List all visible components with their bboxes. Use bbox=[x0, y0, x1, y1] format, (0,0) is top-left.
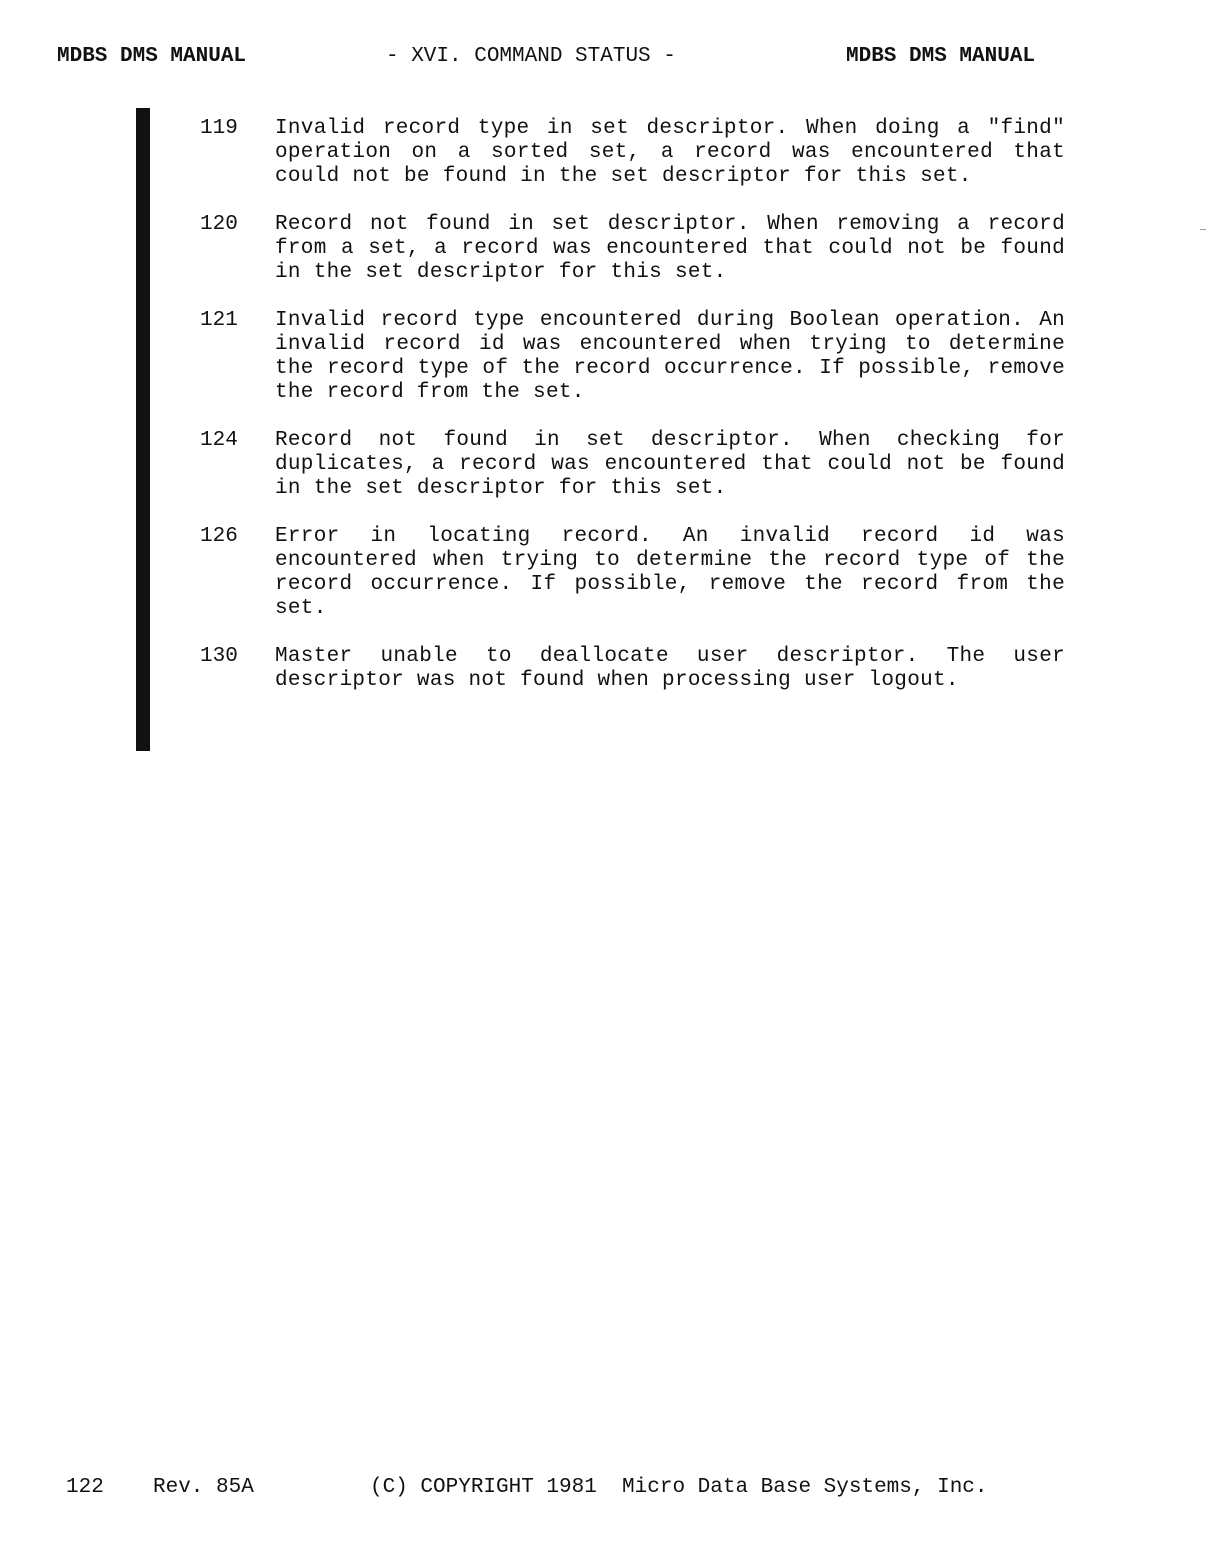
status-description: Invalid record type in set descriptor. When doing a "find" operation on a sorted set, a record was encountered that could not be found in the set descriptor for this set. bbox=[275, 117, 1065, 188]
status-description: Record not found in set descriptor. When checking for duplicates, a record was encountered that could not be found in the set descriptor for this set. bbox=[275, 429, 1065, 500]
status-description: Error in locating record. An invalid record id was encountered when trying to determine the record type of the record occurrence. If possible, remove the record from the set. bbox=[275, 525, 1065, 620]
revision-label: Rev. 85A bbox=[153, 1476, 254, 1499]
status-code: 124 bbox=[200, 429, 238, 452]
copyright-notice: (C) COPYRIGHT 1981 Micro Data Base Systems, Inc. bbox=[370, 1476, 988, 1499]
list-item bbox=[200, 525, 1065, 621]
status-code: 120 bbox=[200, 213, 238, 236]
status-code: 119 bbox=[200, 117, 238, 140]
change-bar bbox=[136, 108, 150, 751]
status-code: 121 bbox=[200, 309, 238, 332]
list-item bbox=[200, 117, 1065, 189]
list-item bbox=[200, 213, 1065, 285]
header-left: MDBS DMS MANUAL bbox=[57, 45, 247, 68]
status-description: Invalid record type encountered during Boolean operation. An invalid record id was encountered when trying to determine the record type of the record occurrence. If possible, remove the record from the set. bbox=[275, 309, 1065, 404]
header-center: - XVI. COMMAND STATUS - bbox=[386, 45, 676, 68]
status-description: Record not found in set descriptor. When removing a record from a set, a record was encountered that could not be found in the set descriptor for this set. bbox=[275, 213, 1065, 284]
margin-mark bbox=[1200, 229, 1206, 230]
page-number: 122 bbox=[66, 1476, 104, 1499]
status-code-list bbox=[200, 117, 1065, 717]
status-code: 126 bbox=[200, 525, 238, 548]
status-code: 130 bbox=[200, 645, 238, 668]
list-item bbox=[200, 309, 1065, 405]
header-right: MDBS DMS MANUAL bbox=[846, 45, 1036, 68]
list-item bbox=[200, 645, 1065, 693]
list-item bbox=[200, 429, 1065, 501]
status-description: Master unable to deallocate user descriptor. The user descriptor was not found when processing user logout. bbox=[275, 645, 1065, 692]
